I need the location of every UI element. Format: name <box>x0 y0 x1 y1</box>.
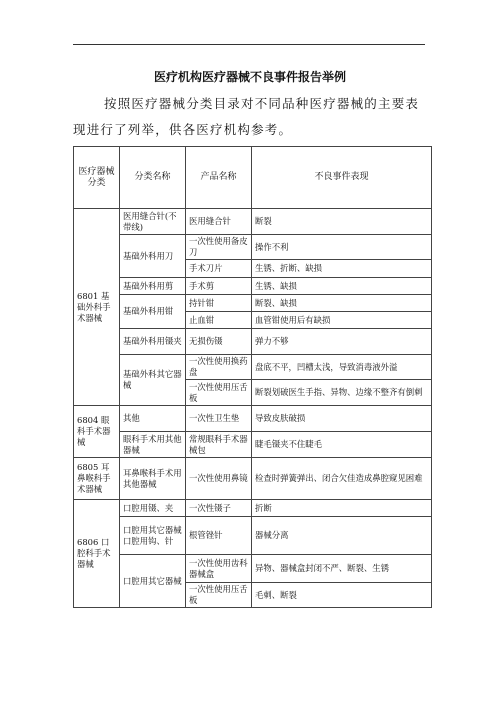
subcategory-cell: 口腔用镊、夹 <box>120 500 186 517</box>
product-cell: 一次性镊子 <box>186 500 252 517</box>
event-cell: 断裂 <box>252 209 432 235</box>
event-cell: 检查时弹簧弹出、闭合欠佳造成鼻腔窥见困难 <box>252 458 432 500</box>
event-cell: 毛刺、断裂 <box>252 583 432 608</box>
event-cell: 操作不利 <box>252 235 432 260</box>
table-row <box>74 295 432 312</box>
table-row <box>74 555 432 583</box>
event-cell: 断裂、缺损 <box>252 295 432 312</box>
subcategory-cell: 耳鼻喉科手术用其他器械 <box>120 458 186 500</box>
header-event: 不良事件表现 <box>252 147 432 209</box>
table-row <box>74 209 432 235</box>
event-cell: 盘底不平，凹槽太浅，导致消毒液外溢 <box>252 355 432 380</box>
product-cell: 一次性使用备皮刀 <box>186 235 252 260</box>
event-cell: 器械分离 <box>252 517 432 555</box>
header-product: 产品名称 <box>186 147 252 209</box>
intro-line-1: 按照医疗器械分类目录对不同品种医疗器械的主要表 <box>104 96 420 111</box>
category-cell: 6805 耳鼻喉科手术器械 <box>74 458 120 500</box>
category-cell: 6804 眼科手术器械 <box>74 406 120 458</box>
table-row <box>74 432 432 458</box>
category-cell: 6806 口腔科手术器械 <box>74 500 120 608</box>
header-subcategory: 分类名称 <box>120 147 186 209</box>
subcategory-cell: 医用缝合针(不带线) <box>120 209 186 235</box>
product-cell: 手术刀片 <box>186 260 252 278</box>
subcategory-cell: 口腔用其它器械 <box>120 555 186 608</box>
table-row <box>74 458 432 500</box>
subcategory-cell: 基础外科用镊夹 <box>120 329 186 355</box>
product-cell: 医用缝合针 <box>186 209 252 235</box>
product-cell: 常规眼科手术器械包 <box>186 432 252 458</box>
document-title: 医疗机构医疗器械不良事件报告举例 <box>153 70 346 84</box>
product-cell: 一次性使用压舌板 <box>186 583 252 608</box>
table-row <box>74 517 432 555</box>
header-category: 医疗器械分类 <box>74 147 120 209</box>
subcategory-cell: 基础外科用刀 <box>120 235 186 278</box>
product-cell: 一次性使用压舌板 <box>186 380 252 406</box>
subcategory-cell: 其他 <box>120 406 186 432</box>
table-row <box>74 278 432 295</box>
event-cell: 生锈、缺损 <box>252 278 432 295</box>
product-cell: 根管锉针 <box>186 517 252 555</box>
event-cell: 断裂划破医生手指、异物、边缘不整齐有倒刺 <box>252 380 432 406</box>
subcategory-cell: 基础外科用钳 <box>120 295 186 329</box>
table-row <box>74 355 432 380</box>
subcategory-cell: 基础外科用剪 <box>120 278 186 295</box>
event-cell: 睫毛镊夹不住睫毛 <box>252 432 432 458</box>
table-row <box>74 500 432 517</box>
product-cell: 止血钳 <box>186 312 252 329</box>
product-cell: 一次性卫生垫 <box>186 406 252 432</box>
table-row <box>74 329 432 355</box>
subcategory-cell: 基础外科其它器械 <box>120 355 186 406</box>
table-row <box>74 406 432 432</box>
event-cell: 异物、器械盒封闭不严、断裂、生锈 <box>252 555 432 583</box>
table-row <box>74 235 432 260</box>
event-cell: 弹力不够 <box>252 329 432 355</box>
category-cell: 6801 基础外科手术器械 <box>74 209 120 406</box>
event-cell: 生锈、折断、缺损 <box>252 260 432 278</box>
product-cell: 一次性使用齿科器械盒 <box>186 555 252 583</box>
product-cell: 手术剪 <box>186 278 252 295</box>
event-cell: 血管钳使用后有缺损 <box>252 312 432 329</box>
subcategory-cell: 口腔用其它器械口腔用钩、针 <box>120 517 186 555</box>
product-cell: 持针钳 <box>186 295 252 312</box>
intro-line-2: 现进行了列举，供各医疗机构参考。 <box>73 122 293 137</box>
event-cell: 折断 <box>252 500 432 517</box>
adverse-event-table <box>73 146 432 608</box>
product-cell: 一次性使用鼻镜 <box>186 458 252 500</box>
event-cell: 导致皮肤破损 <box>252 406 432 432</box>
subcategory-cell: 眼科手术用其他器械 <box>120 432 186 458</box>
product-cell: 无损伤镊 <box>186 329 252 355</box>
product-cell: 一次性使用换药盘 <box>186 355 252 380</box>
top-rule <box>73 44 425 45</box>
table-header-row <box>74 147 432 209</box>
